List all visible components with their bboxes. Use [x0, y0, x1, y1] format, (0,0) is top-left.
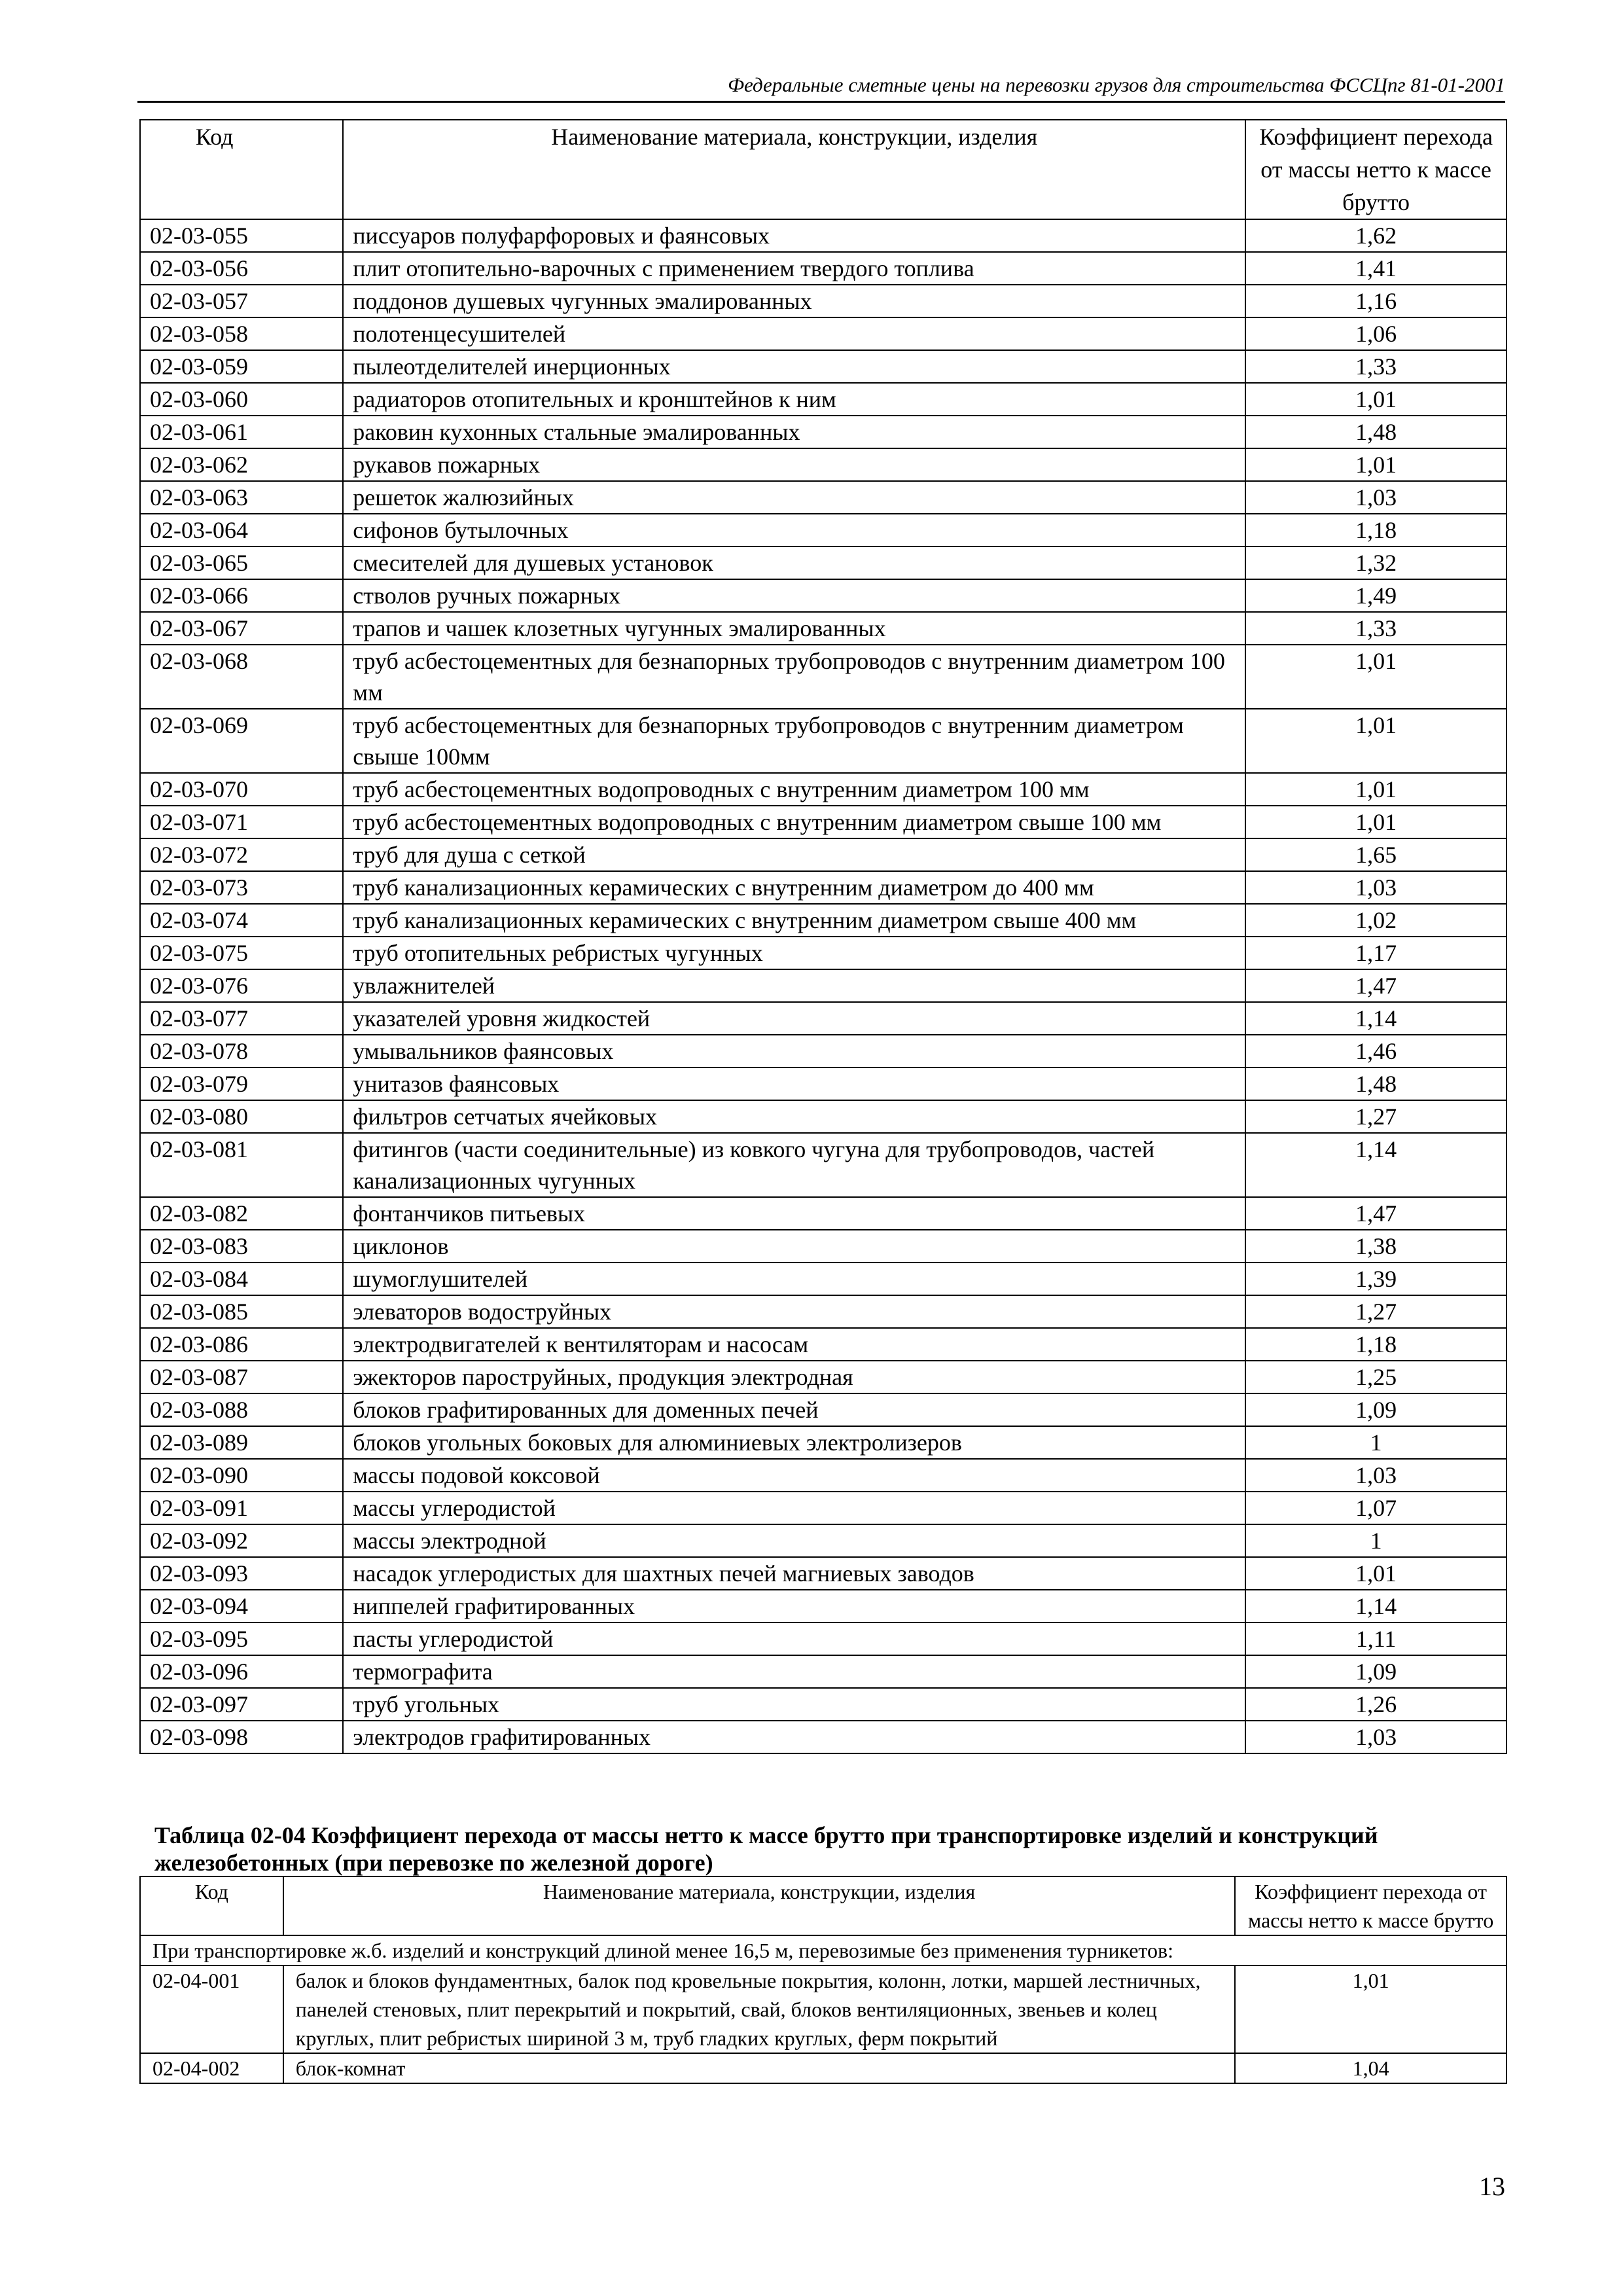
cell-coefficient: 1,01 [1245, 709, 1507, 773]
cell-coefficient: 1,02 [1245, 904, 1507, 937]
cell-code: 02-03-088 [140, 1393, 343, 1426]
cell-code: 02-03-084 [140, 1263, 343, 1295]
cell-coefficient: 1,16 [1245, 285, 1507, 317]
cell-name: умывальников фаянсовых [343, 1035, 1245, 1067]
table-row [140, 1688, 1507, 1721]
cell-coefficient: 1,01 [1245, 448, 1507, 481]
cell-coefficient: 1,39 [1245, 1263, 1507, 1295]
cell-coefficient: 1,33 [1245, 612, 1507, 645]
table-row [140, 579, 1507, 612]
table-row [140, 1721, 1507, 1753]
cell-name: термографита [343, 1655, 1245, 1688]
cell-coefficient: 1,06 [1245, 317, 1507, 350]
cell-coefficient: 1,32 [1245, 547, 1507, 579]
table-row [140, 1035, 1507, 1067]
cell-coefficient: 1,03 [1245, 481, 1507, 514]
cell-code: 02-03-079 [140, 1067, 343, 1100]
table-row [140, 1133, 1507, 1197]
table-row [140, 1393, 1507, 1426]
cell-coefficient: 1,47 [1245, 1197, 1507, 1230]
table-row [140, 350, 1507, 383]
cell-coefficient: 1,62 [1245, 219, 1507, 252]
cell-code: 02-04-001 [140, 1965, 283, 2053]
cell-code: 02-03-056 [140, 252, 343, 285]
cell-name: эжекторов пароструйных, продукция электродная [343, 1361, 1245, 1393]
cell-coefficient: 1,01 [1245, 773, 1507, 806]
column-header-name: Наименование материала, конструкции, изделия [283, 1876, 1236, 1935]
cell-code: 02-03-096 [140, 1655, 343, 1688]
cell-coefficient: 1,49 [1245, 579, 1507, 612]
cell-coefficient: 1,01 [1245, 383, 1507, 416]
cell-code: 02-03-092 [140, 1524, 343, 1557]
cell-code: 02-03-094 [140, 1590, 343, 1623]
cell-code: 02-03-081 [140, 1133, 343, 1197]
cell-name: увлажнителей [343, 969, 1245, 1002]
cell-name: труб отопительных ребристых чугунных [343, 937, 1245, 969]
table-body [140, 1965, 1507, 2083]
cell-name: массы электродной [343, 1524, 1245, 1557]
table-row [140, 285, 1507, 317]
table-row [140, 514, 1507, 547]
table-row [140, 1100, 1507, 1133]
cell-coefficient: 1,25 [1245, 1361, 1507, 1393]
table-row [140, 1492, 1507, 1524]
cell-name: массы углеродистой [343, 1492, 1245, 1524]
cell-name: труб канализационных керамических с внутренним диаметром до 400 мм [343, 871, 1245, 904]
table-section-row [140, 1935, 1507, 1965]
cell-name: блок-комнат [283, 2053, 1236, 2083]
cell-coefficient: 1,18 [1245, 514, 1507, 547]
cell-name: пылеотделителей инерционных [343, 350, 1245, 383]
cell-coefficient: 1,46 [1245, 1035, 1507, 1067]
table-row [140, 1197, 1507, 1230]
cell-name: блоков угольных боковых для алюминиевых электролизеров [343, 1426, 1245, 1459]
cell-code: 02-03-086 [140, 1328, 343, 1361]
table-row [140, 773, 1507, 806]
cell-code: 02-03-075 [140, 937, 343, 969]
table-row [140, 838, 1507, 871]
cell-code: 02-03-065 [140, 547, 343, 579]
table-row [140, 252, 1507, 285]
table-row [140, 1459, 1507, 1492]
cell-code: 02-03-055 [140, 219, 343, 252]
cell-code: 02-03-066 [140, 579, 343, 612]
cell-coefficient: 1,03 [1245, 871, 1507, 904]
cell-code: 02-03-078 [140, 1035, 343, 1067]
coefficients-table-02-03 [139, 119, 1507, 1754]
table-row [140, 1557, 1507, 1590]
cell-coefficient: 1 [1245, 1524, 1507, 1557]
cell-coefficient: 1,18 [1245, 1328, 1507, 1361]
column-header-coefficient: Коэффициент перехода от массы нетто к массе брутто [1235, 1876, 1507, 1935]
table-header-row [140, 1876, 1507, 1935]
table-row [140, 1295, 1507, 1328]
cell-coefficient: 1,14 [1245, 1002, 1507, 1035]
table-row [140, 1361, 1507, 1393]
cell-coefficient: 1,17 [1245, 937, 1507, 969]
column-header-code: Код [140, 1876, 283, 1935]
cell-name: труб асбестоцементных для безнапорных трубопроводов с внутренним диаметром 100 мм [343, 645, 1245, 709]
cell-code: 02-03-074 [140, 904, 343, 937]
table-row [140, 1590, 1507, 1623]
cell-name: фонтанчиков питьевых [343, 1197, 1245, 1230]
cell-code: 02-03-091 [140, 1492, 343, 1524]
table-row [140, 416, 1507, 448]
table-row [140, 2053, 1507, 2083]
cell-code: 02-03-060 [140, 383, 343, 416]
cell-coefficient: 1,47 [1245, 969, 1507, 1002]
column-header-code: Код [140, 120, 343, 219]
cell-coefficient: 1,01 [1245, 645, 1507, 709]
cell-name: стволов ручных пожарных [343, 579, 1245, 612]
cell-name: циклонов [343, 1230, 1245, 1263]
cell-coefficient: 1,03 [1245, 1721, 1507, 1753]
table-row [140, 1524, 1507, 1557]
table-row [140, 481, 1507, 514]
coefficients-table-02-04 [139, 1876, 1507, 2084]
cell-coefficient: 1,11 [1245, 1623, 1507, 1655]
cell-name: электродвигателей к вентиляторам и насосам [343, 1328, 1245, 1361]
table-title-02-04: Таблица 02-04 Коэффициент перехода от массы нетто к массе брутто при транспортировке изделий и конструкций железобетонных (при перевозке по железной дороге) [154, 1822, 1378, 1876]
cell-code: 02-03-080 [140, 1100, 343, 1133]
cell-code: 02-03-071 [140, 806, 343, 838]
cell-code: 02-03-087 [140, 1361, 343, 1393]
table-row [140, 1328, 1507, 1361]
cell-name: фильтров сетчатых ячейковых [343, 1100, 1245, 1133]
cell-name: труб асбестоцементных водопроводных с внутренним диаметром свыше 100 мм [343, 806, 1245, 838]
cell-name: раковин кухонных стальные эмалированных [343, 416, 1245, 448]
cell-coefficient: 1,01 [1245, 806, 1507, 838]
table-row [140, 448, 1507, 481]
cell-coefficient: 1,48 [1245, 1067, 1507, 1100]
cell-code: 02-03-073 [140, 871, 343, 904]
cell-name: шумоглушителей [343, 1263, 1245, 1295]
cell-name: массы подовой коксовой [343, 1459, 1245, 1492]
cell-coefficient: 1,33 [1245, 350, 1507, 383]
cell-name: элеваторов водоструйных [343, 1295, 1245, 1328]
table-row [140, 1067, 1507, 1100]
table-row [140, 1655, 1507, 1688]
table-row [140, 1426, 1507, 1459]
cell-name: решеток жалюзийных [343, 481, 1245, 514]
table-row [140, 937, 1507, 969]
cell-name: поддонов душевых чугунных эмалированных [343, 285, 1245, 317]
cell-name: писсуаров полуфарфоровых и фаянсовых [343, 219, 1245, 252]
cell-name: указателей уровня жидкостей [343, 1002, 1245, 1035]
table-header-row [140, 120, 1507, 219]
page-number: 13 [1479, 2172, 1505, 2201]
cell-name: полотенцесушителей [343, 317, 1245, 350]
cell-name: труб асбестоцементных водопроводных с внутренним диаметром 100 мм [343, 773, 1245, 806]
cell-coefficient: 1,26 [1245, 1688, 1507, 1721]
cell-code: 02-03-097 [140, 1688, 343, 1721]
cell-name: унитазов фаянсовых [343, 1067, 1245, 1100]
cell-name: балок и блоков фундаментных, балок под кровельные покрытия, колонн, лотки, маршей лестничных, панелей стеновых, плит перекрытий и покрытий, свай, блоков вентиляционных, звеньев и колец круглых, плит ребристых шириной 3 м, труб гладких круглых, ферм покрытий [283, 1965, 1236, 2053]
cell-code: 02-03-061 [140, 416, 343, 448]
table-row [140, 904, 1507, 937]
cell-name: плит отопительно-варочных с применением твердого топлива [343, 252, 1245, 285]
table-row [140, 1965, 1507, 2053]
cell-name: труб угольных [343, 1688, 1245, 1721]
cell-coefficient: 1,27 [1245, 1100, 1507, 1133]
cell-code: 02-03-068 [140, 645, 343, 709]
table-row [140, 1002, 1507, 1035]
cell-coefficient: 1 [1245, 1426, 1507, 1459]
cell-code: 02-03-076 [140, 969, 343, 1002]
cell-coefficient: 1,65 [1245, 838, 1507, 871]
cell-name: труб для душа с сеткой [343, 838, 1245, 871]
cell-coefficient: 1,03 [1245, 1459, 1507, 1492]
cell-name: смесителей для душевых установок [343, 547, 1245, 579]
table-row [140, 645, 1507, 709]
cell-code: 02-03-083 [140, 1230, 343, 1263]
cell-code: 02-03-057 [140, 285, 343, 317]
cell-name: пасты углеродистой [343, 1623, 1245, 1655]
cell-coefficient: 1,41 [1245, 252, 1507, 285]
cell-name: труб асбестоцементных для безнапорных трубопроводов с внутренним диаметром свыше 100мм [343, 709, 1245, 773]
table-row [140, 871, 1507, 904]
section-caption: При транспортировке ж.б. изделий и конструкций длиной менее 16,5 м, перевозимые без применения турникетов: [140, 1935, 1507, 1965]
cell-code: 02-03-063 [140, 481, 343, 514]
cell-coefficient: 1,09 [1245, 1393, 1507, 1426]
table-row [140, 969, 1507, 1002]
column-header-name: Наименование материала, конструкции, изделия [343, 120, 1245, 219]
cell-coefficient: 1,04 [1235, 2053, 1507, 2083]
cell-coefficient: 1,27 [1245, 1295, 1507, 1328]
table-row [140, 1263, 1507, 1295]
cell-code: 02-03-077 [140, 1002, 343, 1035]
running-header: Федеральные сметные цены на перевозки грузов для строительства ФССЦпг 81-01-2001 [137, 73, 1505, 103]
table-body [140, 219, 1507, 1753]
cell-coefficient: 1,01 [1245, 1557, 1507, 1590]
cell-code: 02-03-089 [140, 1426, 343, 1459]
table-row [140, 1230, 1507, 1263]
cell-name: трапов и чашек клозетных чугунных эмалированных [343, 612, 1245, 645]
cell-name: фитингов (части соединительные) из ковкого чугуна для трубопроводов, частей канализационных чугунных [343, 1133, 1245, 1197]
cell-name: насадок углеродистых для шахтных печей магниевых заводов [343, 1557, 1245, 1590]
table-row [140, 219, 1507, 252]
cell-coefficient: 1,38 [1245, 1230, 1507, 1263]
table-row [140, 806, 1507, 838]
table-row [140, 612, 1507, 645]
cell-name: радиаторов отопительных и кронштейнов к ним [343, 383, 1245, 416]
cell-coefficient: 1,14 [1245, 1133, 1507, 1197]
table-row [140, 1623, 1507, 1655]
table-row [140, 547, 1507, 579]
cell-name: труб канализационных керамических с внутренним диаметром свыше 400 мм [343, 904, 1245, 937]
table-row [140, 383, 1507, 416]
cell-name: блоков графитированных для доменных печей [343, 1393, 1245, 1426]
cell-coefficient: 1,07 [1245, 1492, 1507, 1524]
cell-code: 02-03-082 [140, 1197, 343, 1230]
cell-code: 02-03-069 [140, 709, 343, 773]
cell-coefficient: 1,01 [1235, 1965, 1507, 2053]
cell-coefficient: 1,48 [1245, 416, 1507, 448]
cell-code: 02-03-059 [140, 350, 343, 383]
cell-code: 02-04-002 [140, 2053, 283, 2083]
cell-code: 02-03-072 [140, 838, 343, 871]
cell-code: 02-03-085 [140, 1295, 343, 1328]
table-row [140, 709, 1507, 773]
cell-coefficient: 1,14 [1245, 1590, 1507, 1623]
cell-code: 02-03-067 [140, 612, 343, 645]
cell-name: электродов графитированных [343, 1721, 1245, 1753]
cell-code: 02-03-058 [140, 317, 343, 350]
cell-code: 02-03-093 [140, 1557, 343, 1590]
cell-code: 02-03-098 [140, 1721, 343, 1753]
cell-code: 02-03-064 [140, 514, 343, 547]
table-row [140, 317, 1507, 350]
cell-code: 02-03-090 [140, 1459, 343, 1492]
cell-name: ниппелей графитированных [343, 1590, 1245, 1623]
cell-code: 02-03-062 [140, 448, 343, 481]
cell-code: 02-03-070 [140, 773, 343, 806]
cell-code: 02-03-095 [140, 1623, 343, 1655]
cell-name: рукавов пожарных [343, 448, 1245, 481]
column-header-coefficient: Коэффициент перехода от массы нетто к массе брутто [1245, 120, 1507, 219]
cell-name: сифонов бутылочных [343, 514, 1245, 547]
cell-coefficient: 1,09 [1245, 1655, 1507, 1688]
